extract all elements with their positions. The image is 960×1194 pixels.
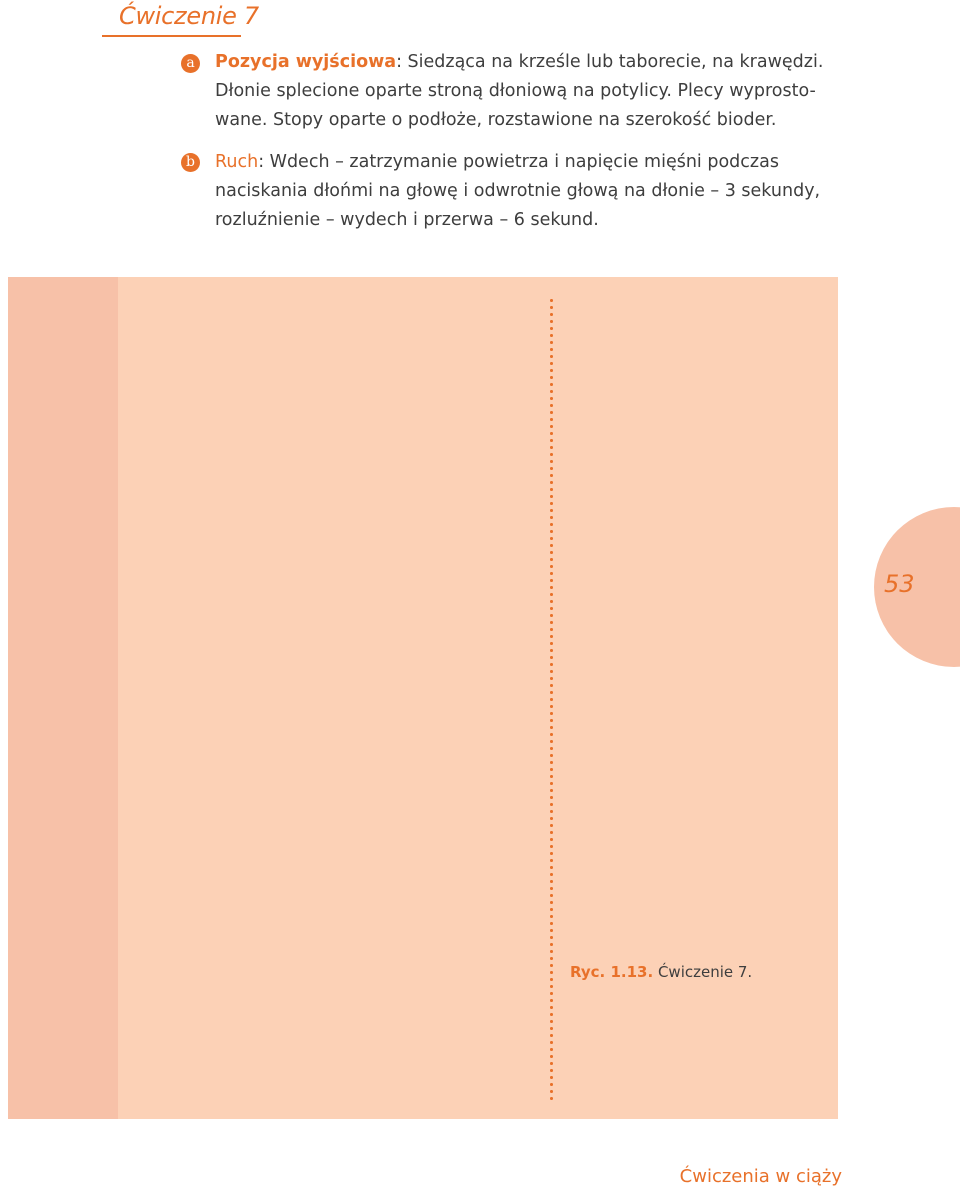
page-number: 53 (884, 570, 915, 598)
running-footer: Ćwiczenia w ciąży (679, 1166, 842, 1187)
figure-left-strip (8, 277, 118, 1119)
exercise-title: Ćwiczenie 7 (119, 2, 259, 30)
dotted-divider (550, 297, 553, 1102)
movement-text: : Wdech – zatrzymanie powietrza i napięcie mięśni podczas naciskania dłońmi na głowę i odwrotnie głową na dłonie – 3 sekundy, rozluźnienie – wydech i przerwa – 6 sekund. (215, 152, 821, 230)
paragraph-movement (215, 148, 855, 235)
figure-caption-text: Ćwiczenie 7. (653, 963, 753, 981)
movement-label: Ruch (215, 152, 259, 172)
title-underline (102, 35, 241, 37)
paragraph-starting-position (215, 48, 855, 135)
marker-b: b (181, 153, 200, 172)
figure-caption-label: Ryc. 1.13. (570, 963, 654, 981)
starting-position-label: Pozycja wyjściowa (215, 52, 397, 72)
marker-a: a (181, 54, 200, 73)
starting-position-text: : Siedząca na krześle lub taborecie, na krawędzi. Dłonie splecione oparte stroną dłoniową na potylicy. Plecy wyprosto-wane. Stopy oparte o podłoże, rozstawione na szerokość bioder. (215, 52, 824, 130)
figure-caption (570, 963, 752, 981)
figure-panel (8, 277, 838, 1119)
